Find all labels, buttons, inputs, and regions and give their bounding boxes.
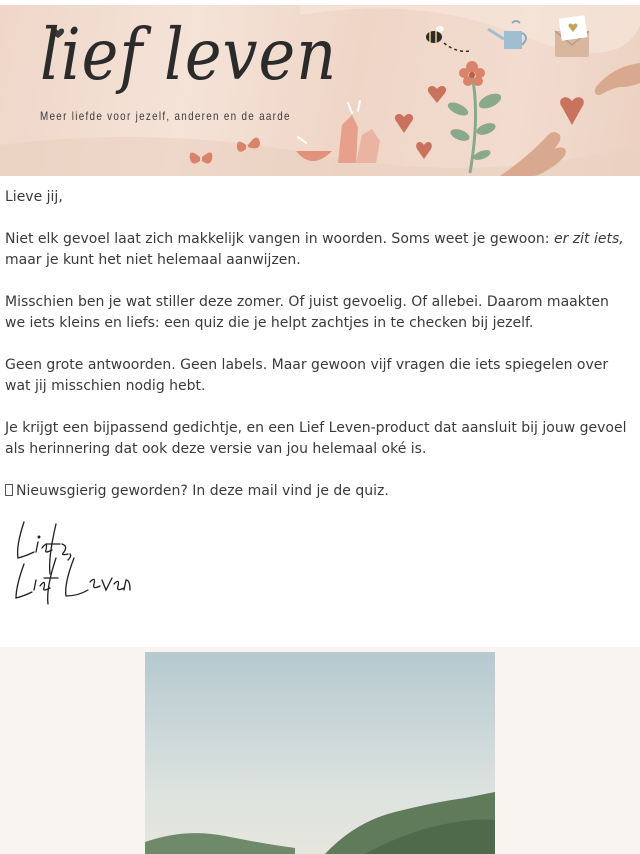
greeting: Lieve jij, <box>5 189 63 205</box>
paragraph-1-text-start: Niet elk gevoel laat zich makkelijk vangen in woorden. Soms weet je gewoon: <box>5 231 554 247</box>
paragraph-5 <box>5 481 630 502</box>
header-banner <box>0 5 640 176</box>
footer-section <box>0 647 640 854</box>
landscape-image <box>145 652 495 854</box>
brand-logo: lief leven <box>40 12 338 97</box>
missing-emoji-icon <box>5 484 13 496</box>
brand-tagline: Meer liefde voor jezelf, anderen en de aarde <box>40 109 291 123</box>
paragraph-4: Je krijgt een bijpassend gedichtje, en een Lief Leven-product dat aansluit bij jouw gevoel als herinnering dat ook deze versie van jou helemaal oké is. <box>5 420 627 457</box>
crystal-icon <box>338 115 380 163</box>
paragraph-1 <box>5 229 630 271</box>
signature-handwriting <box>12 518 132 608</box>
bee-icon <box>426 26 470 51</box>
paragraph-3: Geen grote antwoorden. Geen labels. Maar gewoon vijf vragen die iets spiegelen over wat jij misschien nodig hebt. <box>5 357 609 394</box>
paragraph-1-emphasis: er zit iets, <box>553 231 624 247</box>
signature <box>12 518 132 612</box>
hero-photo <box>145 652 495 854</box>
paragraph-2: Misschien ben je wat stiller deze zomer. Of juist gevoelig. Of allebei. Daarom maakten we iets kleins en liefs: een quiz die je helpt zachtjes in te checken bij jezelf. <box>5 294 609 331</box>
email-body <box>5 187 630 523</box>
flower-icon <box>459 61 485 86</box>
paragraph-1-text-end: maar je kunt het niet helemaal aanwijzen. <box>5 252 301 268</box>
paragraph-5-text: Nieuwsgierig geworden? In deze mail vind je de quiz. <box>16 483 389 499</box>
envelope-icon <box>555 15 589 57</box>
